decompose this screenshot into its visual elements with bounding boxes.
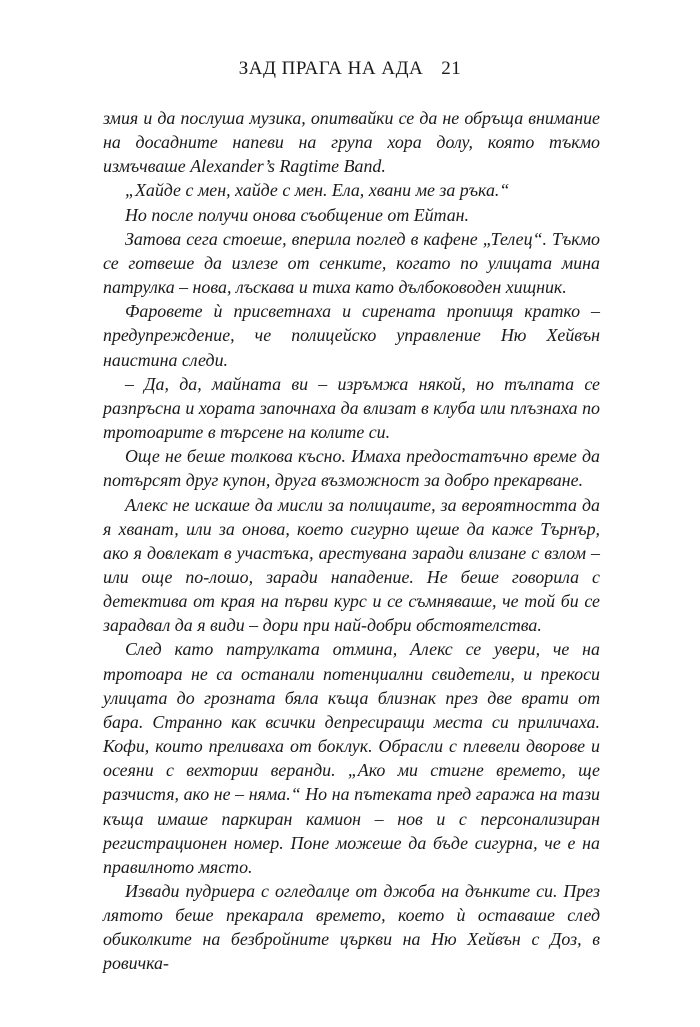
paragraph-3: Но после получи онова съобщение от Ейтан. <box>125 204 470 225</box>
paragraph-1: змия и да послуша музика, опитвайки се да не обръща внимание на досадните напеви на група хора долу, която тъкмо измъчваше Alexander’s Ragtime Band. <box>103 108 600 177</box>
paragraph-5: Фаровете ѝ присветнаха и сирената пропищя кратко – предупреждение, че полицейско управление Ню Хейвън наистина следи. <box>103 301 600 370</box>
paragraph-7: Още не беше толкова късно. Имаха предостатъчно време да потърсят друг купон, друга възможност за добро прекарване. <box>103 446 600 491</box>
running-title: ЗАД ПРАГА НА АДА <box>238 58 424 79</box>
paragraph-10: Извади пудриера с огледалце от джоба на дънките си. През лятото беше прекарала времето, което ѝ оставаше след обиколките на безбройните църкви на Ню Хейвън с Доз, в ровичка- <box>103 881 600 974</box>
paragraph-9: След като патрулката отмина, Алекс се увери, че на тротоара не са останали потенциални свидетели, и прекоси улицата до грозната бяла къща близнак през две врати от бара. Странно как всички депресиращи места си приличаха. Кофи, които преливаха от боклук. Обрасли с плевели дворове и осеяни с вехтории веранди. „Ако ми стигне времето, ще разчистя, ако не – няма.“ Но на пътеката пред гаража на тази къща имаше паркиран камион – нов и с персонализиран регистрационен номер. Поне можеше да бъде сигурна, че е на правилното място. <box>103 639 600 877</box>
body-text <box>103 106 600 976</box>
paragraph-8: Алекс не искаше да мисли за полицаите, за вероятността да я хванат, или за онова, което сигурно щеше да каже Търнър, ако я довлекат в участъка, арестувана заради влизане с взлом – или още по-лошо, заради нападение. Не беше говорила с детектива от края на първи курс и се съмняваше, че той би се зарадвал да я види – дори при най-добри обстоятелства. <box>103 494 600 636</box>
paragraph-2: „Хайде с мен, хайде с мен. Ела, хвани ме за ръка.“ <box>125 180 510 201</box>
page-number: 21 <box>441 58 462 79</box>
running-header <box>0 58 700 80</box>
paragraph-6: – Да, да, майната ви – изръмжа някой, но тълпата се разпръсна и хората започнаха да влизат в клуба или плъзнаха по тротоарите в търсене на колите си. <box>103 373 600 443</box>
paragraph-4: Затова сега стоеше, вперила поглед в кафене „Телец“. Тъкмо се готвеше да излезе от сенките, когато по улицата мина патрулка – нова, лъскава и тиха като дълбоководен хищник. <box>103 228 600 298</box>
